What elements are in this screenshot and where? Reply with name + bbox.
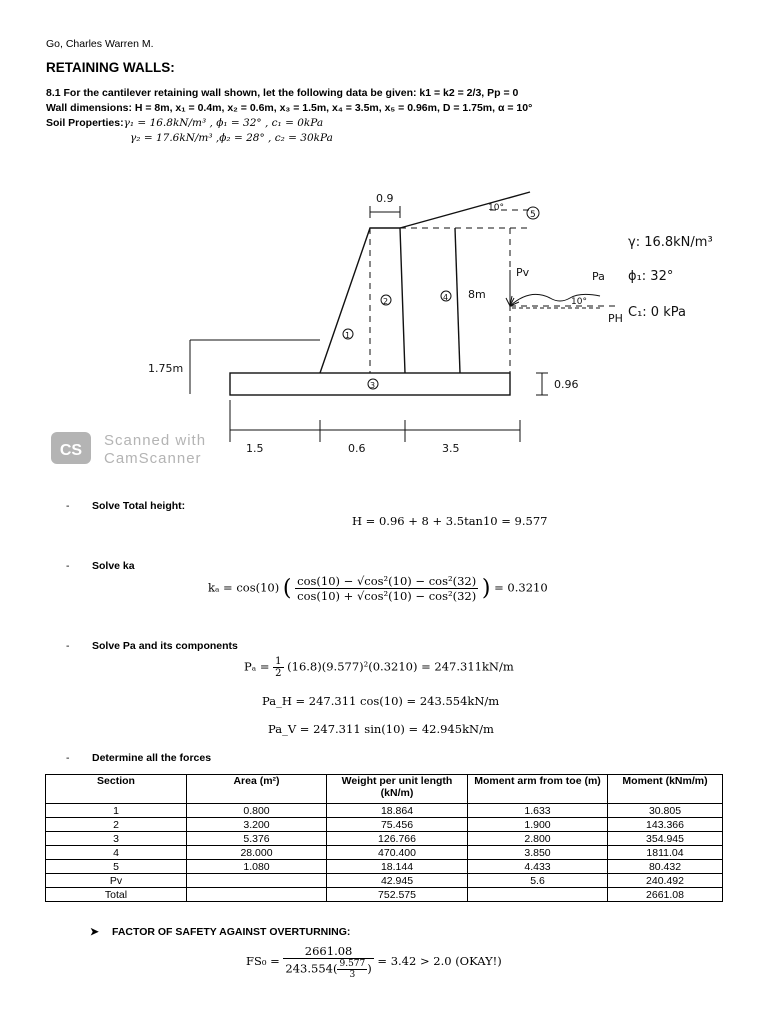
backfill-slope [400,192,530,228]
section-1-marker: 1 [345,331,351,340]
soil-layer-2: γ₂ = 17.6kN/m³ ,ϕ₂ = 28° , c₂ = 30kPa [130,132,333,144]
ka-denominator: cos(10) + √cos²(10) − cos²(32) [297,589,477,603]
slope-angle-label: 10° [488,203,504,213]
overturning-equation [246,944,502,980]
step-forces: - Determine all the forces [66,752,212,764]
step-label: Solve Total height: [92,500,186,512]
step-pa: - Solve Pa and its components [66,640,238,652]
soil-phi-note: ϕ₁: 32° [628,269,674,284]
ka-lhs: kₐ = cos(10) [208,580,280,595]
camscanner-logo-text: CS [59,442,83,459]
ph-label: PH [608,312,623,325]
height-label: 8m [468,288,486,301]
total-height-equation: H = 0.96 + 8 + 3.5tan10 = 9.577 [352,514,548,528]
table-total-row: Total 752.575 2661.08 [46,888,723,902]
table-row: 3 5.376 126.766 2.800 354.945 [46,832,723,846]
fs-numerator: 2661.08 [283,944,373,959]
section-4-marker: 4 [443,293,449,302]
problem-line-1: 8.1 For the cantilever retaining wall shown, let the following data be given: k1 = k2 = 2/3, Pp = 0 [46,87,519,99]
base-thickness-label: 0.96 [554,378,579,391]
retaining-wall-diagram [130,180,730,460]
soil-layer-1: γ₁ = 16.8kN/m³ , ϕ₁ = 32° , c₁ = 0kPa [123,117,324,129]
author-name: Go, Charles Warren M. [46,38,154,50]
surcharge-marker: 5 [530,210,536,220]
step-ka: - Solve ka [66,560,135,572]
watermark-line-1: Scanned with [104,432,207,449]
ka-equation: kₐ = cos(10) ( $\frac{\text{cos(10) − √cos²(10) − cos²(32)}}{\text{cos(10) + √cos²(10) − cos²(32)}}$ ) = 0.3210 [208,574,548,603]
fs-denominator: 243.554( $\frac{9.577}{3}$ ) [285,959,372,980]
table-header-row [46,775,723,804]
problem-statement [46,86,532,146]
heel-length-label: 3.5 [442,442,460,455]
toe-length-label: 1.5 [246,442,264,455]
section-divider [455,228,460,373]
section-heading: RETAINING WALLS: [46,60,175,75]
pa-equation: Pₐ = $\frac{1}{2}$ (16.8)(9.577)²(0.3210) = 247.311kN/m [244,656,514,679]
overturning-title: FACTOR OF SAFETY AGAINST OVERTURNING: [112,926,351,938]
pa-lhs: Pₐ = [244,659,270,674]
table-row: 4 28.000 470.400 3.850 1811.04 [46,846,723,860]
table-row: 5 1.080 18.144 4.433 80.432 [46,860,723,874]
soil-properties-1 [46,116,532,131]
camscanner-watermark [50,430,250,470]
watermark-line-2: CamScanner [104,450,202,467]
col-header: Moment (kNm/m) [608,775,723,804]
table-row: 2 3.200 75.456 1.900 143.366 [46,818,723,832]
pv-label: Pv [516,266,530,279]
dim-top-label: 0.9 [376,192,394,205]
fs-lhs: FS₀ = [246,954,280,968]
wall-dimensions: Wall dimensions: H = 8m, x₁ = 0.4m, x₂ = 0.6m, x₃ = 1.5m, x₄ = 3.5m, x₅ = 0.96m, D = 1.75m, α = 10° [46,102,533,114]
arrow-bullet-icon: ➤ [90,926,99,938]
pav-equation: Pa_V = 247.311 sin(10) = 42.945kN/m [268,722,494,736]
step-label: Determine all the forces [92,752,212,764]
col-header: Weight per unit length (kN/m) [327,775,468,804]
section-3-marker: 3 [370,381,376,390]
fs-result: = 3.42 > 2.0 (OKAY!) [377,954,502,968]
ka-result: = 0.3210 [494,580,548,595]
ka-fraction [295,574,478,603]
fs-fraction [283,944,373,980]
depth-label: 1.75m [148,362,184,375]
soil-c-note: C₁: 0 kPa [628,305,686,320]
step-total-height: - Solve Total height: [66,500,186,512]
stem-length-label: 0.6 [348,442,366,455]
col-header: Moment arm from toe (m) [468,775,608,804]
force-angle-label: 10° [571,297,587,307]
soil-gamma-note: γ: 16.8kN/m³ [628,235,713,250]
table-row: Pv 42.945 5.6 240.492 [46,874,723,888]
step-label: Solve Pa and its components [92,640,238,652]
step-label: Solve ka [92,560,135,572]
ka-numerator: cos(10) − √cos²(10) − cos²(32) [297,574,477,588]
table-row: 1 0.800 18.864 1.633 30.805 [46,804,723,818]
forces-table [45,774,723,902]
soil-properties-label: Soil Properties: [46,117,124,129]
wall-stem [320,228,405,373]
pa-rhs: (16.8)(9.577)²(0.3210) = 247.311kN/m [287,659,514,674]
col-header: Area (m²) [187,775,327,804]
col-header: Section [46,775,187,804]
pah-equation: Pa_H = 247.311 cos(10) = 243.554kN/m [262,694,500,708]
soil-properties-2 [46,131,532,146]
overturning-heading [90,926,350,938]
pa-label: Pa [592,270,605,283]
section-2-marker: 2 [383,297,389,306]
